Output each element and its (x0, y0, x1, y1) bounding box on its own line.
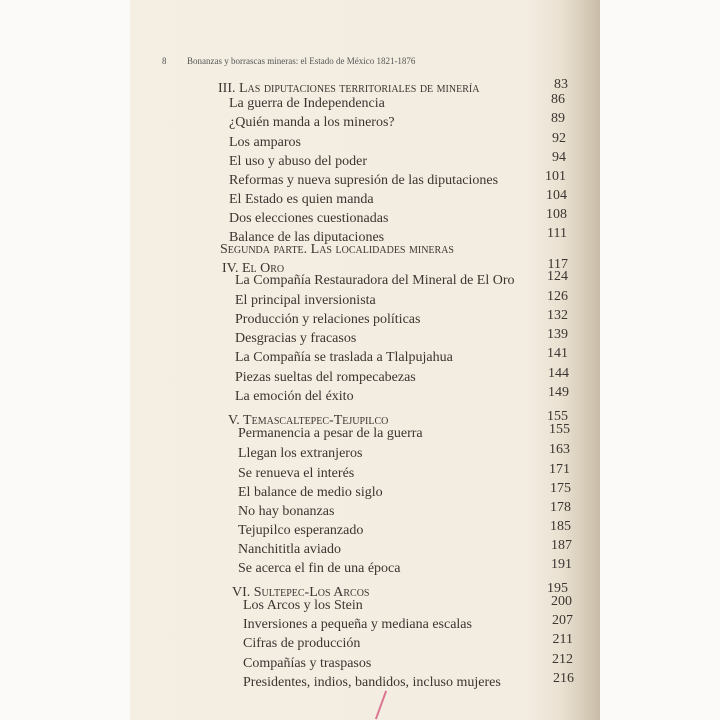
toc-entry-page-number: 126 (547, 289, 568, 304)
toc-entry-page-number: 89 (551, 111, 565, 126)
toc-entry: Presidentes, indios, bandidos, incluso mujeres (243, 675, 501, 690)
toc-entry-page-number: 155 (549, 422, 570, 437)
toc-entry-page-number: 132 (547, 308, 568, 323)
toc-entry: La emoción del éxito (235, 389, 354, 404)
section-title: VI. Sultepec-Los Arcos (232, 585, 370, 600)
toc-entry-page-number: 101 (545, 169, 566, 184)
toc-entry-page-number: 191 (551, 557, 572, 572)
toc-entry-page-number: 86 (551, 92, 565, 107)
toc-entry-page-number: 187 (551, 538, 572, 553)
toc-entry: El Estado es quien manda (229, 192, 374, 207)
toc-entry-page-number: 149 (548, 385, 569, 400)
section-page-number: 117 (547, 257, 568, 272)
section-page-number: 155 (547, 409, 568, 424)
toc-entry: Desgracias y fracasos (235, 331, 357, 346)
toc-entry-page-number: 200 (551, 594, 572, 609)
toc-entry-page-number: 207 (552, 613, 573, 628)
toc-entry-page-number: 104 (546, 188, 567, 203)
toc-entry-page-number: 212 (552, 652, 573, 667)
toc-entry: Se acerca el fin de una época (238, 561, 401, 576)
toc-entry: El uso y abuso del poder (229, 154, 368, 169)
section-page-number: 83 (554, 77, 568, 92)
toc-entry-page-number: 211 (552, 632, 573, 647)
toc-entry-page-number: 185 (550, 519, 571, 534)
toc-entry: La Compañía se traslada a Tlalpujahua (235, 350, 453, 365)
toc-entry: Cifras de producción (243, 636, 361, 651)
toc-entry-page-number: 92 (552, 131, 566, 146)
toc-entry: Llegan los extranjeros (238, 446, 363, 461)
running-title: Bonanzas y borrascas mineras: el Estado de México 1821-1876 (187, 56, 416, 66)
section-title: IV. El Oro (222, 261, 285, 276)
toc-entry: Balance de las diputaciones (229, 230, 385, 245)
toc-entry: Reformas y nueva supresión de las diputaciones (229, 173, 499, 188)
toc-entry: Dos elecciones cuestionadas (229, 211, 389, 226)
toc-entry-page-number: 94 (552, 150, 566, 165)
toc-entry: Piezas sueltas del rompecabezas (235, 370, 416, 385)
section-title: Segunda parte. Las localidades mineras (220, 242, 454, 257)
toc-entry: No hay bonanzas (238, 504, 335, 519)
toc-entry: Los Arcos y los Stein (243, 598, 363, 613)
toc-entry: Inversiones a pequeña y mediana escalas (243, 617, 472, 632)
toc-entry-page-number: 171 (549, 462, 570, 477)
section-title: V. Temascaltepec-Tejupilco (228, 413, 389, 428)
toc-entry: La Compañía Restauradora del Mineral de El Oro (235, 273, 515, 288)
toc-entry: Permanencia a pesar de la guerra (238, 426, 423, 441)
toc-entry-page-number: 108 (546, 207, 567, 222)
toc-entry-page-number: 175 (550, 481, 571, 496)
toc-entry-page-number: 144 (548, 366, 569, 381)
page-number: 8 (162, 56, 167, 66)
toc-entry: Los amparos (229, 135, 301, 150)
toc-entry-page-number: 139 (547, 327, 568, 342)
section-title: III. Las diputaciones territoriales de minería (218, 81, 480, 96)
toc-entry-page-number: 111 (547, 226, 567, 241)
toc-entry: Tejupilco esperanzado (238, 523, 364, 538)
background (600, 0, 720, 720)
toc-entry-page-number: 124 (547, 269, 568, 284)
toc-entry: El principal inversionista (235, 293, 376, 308)
toc-entry: ¿Quién manda a los mineros? (229, 115, 395, 130)
toc-entry: Nanchititla aviado (238, 542, 342, 557)
section-page-number: 195 (547, 581, 568, 596)
toc-entry-page-number: 163 (549, 442, 570, 457)
toc-entry: Se renueva el interés (238, 466, 355, 481)
toc-entry: Compañías y traspasos (243, 656, 372, 671)
toc-entry: La guerra de Independencia (229, 96, 385, 111)
toc-entry: Producción y relaciones políticas (235, 312, 421, 327)
toc-entry-page-number: 178 (550, 500, 571, 515)
toc-entry-page-number: 141 (547, 346, 568, 361)
toc-entry-page-number: 216 (553, 671, 574, 686)
toc-entry: El balance de medio siglo (238, 485, 383, 500)
